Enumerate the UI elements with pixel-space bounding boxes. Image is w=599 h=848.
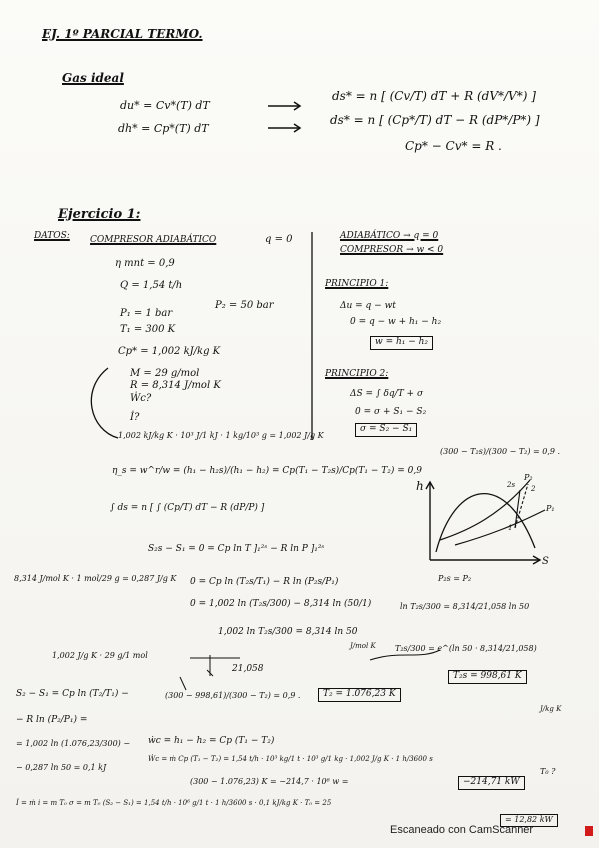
scanner-watermark: Escaneado con CamScanner <box>390 824 534 836</box>
t2-result: T₂ = 1.076,23 K <box>318 688 401 702</box>
p2s-eq: P₂s = P₂ <box>438 574 472 583</box>
p1-value: P₁ = 1 bar <box>120 308 173 319</box>
t1-value: T₁ = 300 K <box>120 324 176 335</box>
value-21058: 21,058 <box>232 664 264 674</box>
chart-h-label: h <box>416 479 424 493</box>
principle2-title: PRINCIPIO 2: <box>325 369 389 379</box>
p2-value: P₂ = 50 bar <box>215 300 274 311</box>
wc-paren: (300 − 1.076,23) K = −214,7 · 10⁶ w = <box>190 777 349 786</box>
wc-specific: ẇc = h₁ − h₂ = Cp (T₁ − T₂) <box>148 736 275 746</box>
ln-lhs: 1,002 ln T₂s/300 = 8,314 ln 50 <box>218 627 358 637</box>
ln-eq: ln T₂s/300 = 8,314/21,058 ln 50 <box>400 602 530 611</box>
chart-p1-label: P₁ <box>546 504 555 513</box>
compressor-note: COMPRESOR → w < 0 <box>340 245 444 255</box>
entropy-value-1: = 1,002 ln (1.076,23/300) − <box>16 739 131 748</box>
principle2-eq1: ΔS = ∫ δq/T + σ <box>350 389 424 399</box>
chart-1-label: 1 <box>508 524 513 532</box>
principle2-eq2: 0 = σ + S₁ − S₂ <box>355 407 427 417</box>
wc-question: Ẇc? <box>130 393 152 404</box>
jks-units: J/kg K <box>540 705 562 713</box>
i-question: İ? <box>130 412 140 423</box>
irreversibility-result: = 12,82 kW <box>500 814 558 827</box>
principle1-title: PRINCIPIO 1: <box>325 279 389 289</box>
principle1-eq3: w = h₁ − h₂ <box>370 336 433 350</box>
eta-numeric: (300 − T₂s)/(300 − T₂) = 0,9 . <box>440 447 561 456</box>
chart-2-label: 2 <box>531 485 536 493</box>
eq-cp-cv: Cp* − Cv* = R . <box>405 139 502 153</box>
gas-constant: R = 8,314 J/mol K <box>130 380 221 391</box>
irreversibility-eq: İ = ṁ i = m T₀ σ = m T₀ (S₂ − S₁) = 1,54 t/h · 10⁶ g/1 t · 1 h/3600 s · 0,1 kJ/kg K · T₀ = 25 <box>16 799 332 807</box>
adiabatic-note: ADIABÁTICO → q = 0 <box>340 231 439 241</box>
wc-total: Ẇc = ṁ Cp (T₁ − T₂) = 1,54 t/h · 10³ kg/1 t · 10³ g/1 kg · 1,002 J/g K · 1 h/3600 s <box>148 755 433 763</box>
entropy-integral: ∫ ds = n [ ∫ (Cp/T) dT − R (dP/P) ] <box>110 503 265 513</box>
wc-result: −214,71 kW <box>458 776 525 790</box>
compresor-label: COMPRESOR ADIABÁTICO <box>90 235 217 245</box>
eq-du: du* = Cv*(T) dT <box>120 99 210 112</box>
datos-label: DATOS: <box>34 231 70 241</box>
eta-real: (300 − 998,61)/(300 − T₂) = 0,9 . <box>165 691 301 700</box>
cp-value: Cp* = 1,002 kJ/kg K <box>118 346 221 357</box>
t0-question: T₀ ? <box>540 767 556 776</box>
scanner-logo-mark <box>585 826 593 836</box>
zero-eq-1: 0 = Cp ln (T₂s/T₁) − R ln (P₂s/P₁) <box>190 577 339 587</box>
r-ln-term: − R ln (P₂/P₁) = <box>16 715 88 725</box>
page-title: EJ. 1º PARCIAL TERMO. <box>42 27 203 41</box>
chart-p2-label: P₂ <box>524 473 533 482</box>
r-conversion: 8,314 J/mol K · 1 mol/29 g = 0,287 J/g K <box>14 574 177 583</box>
eq-ds-volume: ds* = n [ (Cv/T) dT + R (dV*/V*) ] <box>332 89 536 103</box>
entropy-value-2: − 0,287 ln 50 = 0,1 kJ <box>16 763 107 772</box>
t2s-result: T₂s = 998,61 K <box>448 670 527 684</box>
q-zero: q = 0 <box>265 234 293 245</box>
chart-2s-label: 2s <box>507 481 516 489</box>
chart-s-label: S <box>542 556 549 567</box>
exp-eq: T₂s/300 = e^(ln 50 · 8,314/21,058) <box>395 644 537 653</box>
exercise-title: Ejercicio 1: <box>58 207 141 222</box>
principle2-eq3: σ = S₂ − S₁ <box>355 423 417 437</box>
eq-dh: dh* = Cp*(T) dT <box>118 122 209 135</box>
eq-ds-pressure: ds* = n [ (Cp*/T) dT − R (dP*/P*) ] <box>330 113 540 127</box>
units-label: J/mol K <box>350 642 376 650</box>
principle1-eq2: 0 = q − w + h₁ − h₂ <box>350 317 442 327</box>
ideal-gas-heading: Gas ideal <box>62 71 124 85</box>
zero-eq-2: 0 = 1,002 ln (T₂s/300) − 8,314 ln (50/1) <box>190 599 372 609</box>
isentropic-entropy: S₂s − S₁ = 0 = Cp ln T ]₁²ˢ − R ln P ]₁²ˢ <box>148 544 325 554</box>
molar-mass: M = 29 g/mol <box>130 368 200 379</box>
eta-isentropic: η_s = w^r/w = (h₁ − h₂s)/(h₁ − h₂) = Cp(T₁ − T₂s)/Cp(T₁ − T₂) = 0,9 <box>112 466 422 476</box>
cp-conversion: 1,002 kJ/kg K · 10³ J/1 kJ · 1 kg/10³ g = 1,002 J/g K <box>118 431 324 440</box>
entropy-change: S₂ − S₁ = Cp ln (T₂/T₁) − <box>16 689 129 699</box>
eta-value: η mnt = 0,9 <box>115 258 175 269</box>
principle1-eq1: Δu = q − wt <box>340 301 396 311</box>
cp-molar-conversion: 1,002 J/g K · 29 g/1 mol <box>52 651 148 660</box>
mass-flow: Q = 1,54 t/h <box>120 280 183 291</box>
